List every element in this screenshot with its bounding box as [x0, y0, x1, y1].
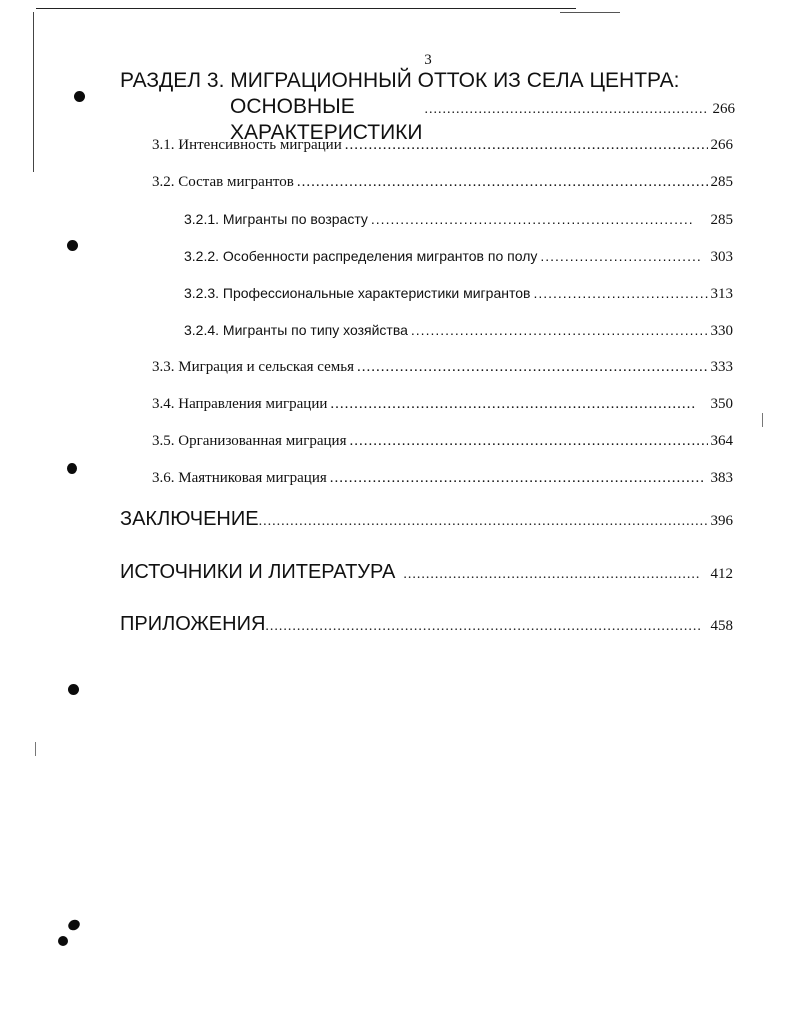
dot-leader [330, 470, 703, 487]
toc-entry-label: 3.2.3. Профессиональные характеристики мигрантов [184, 285, 531, 301]
toc-entry-label: 3.2.2. Особенности распределения мигрантов по полу [184, 248, 538, 264]
toc-entry-label: 3.2.4. Мигранты по типу хозяйства [184, 322, 408, 338]
toc-entry [184, 248, 733, 266]
dot-leader [259, 514, 708, 530]
dot-leader [345, 137, 708, 154]
toc-entry-page: 285 [710, 174, 733, 190]
dot-leader [330, 396, 696, 413]
punch-hole-mark [66, 918, 81, 933]
section-title-line2: ОСНОВНЫЕ ХАРАКТЕРИСТИКИ [230, 95, 423, 144]
scan-artifact [35, 742, 36, 756]
section-heading [120, 68, 735, 146]
dot-leader [403, 567, 700, 583]
toc-entry [152, 470, 733, 487]
toc-entry-page: 303 [710, 249, 733, 265]
toc-entry-label: 3.1. Интенсивность миграции [152, 137, 342, 153]
toc-entry-page: 350 [710, 396, 733, 412]
toc-entry-page: 285 [710, 212, 733, 228]
toc-entry-page: 330 [710, 323, 733, 339]
punch-hole-mark [67, 240, 78, 251]
toc-entry-label: 3.6. Маятниковая миграция [152, 470, 327, 486]
toc-chapter [120, 613, 733, 636]
toc-chapter-page: 412 [710, 566, 733, 582]
dot-leader [349, 433, 707, 450]
toc-entry-label: 3.4. Направления миграции [152, 396, 328, 412]
toc-entry-page: 266 [710, 137, 733, 153]
dot-leader [357, 359, 708, 376]
dot-leader [265, 619, 700, 635]
toc-entry [184, 322, 733, 340]
toc-chapter [120, 561, 733, 584]
toc-entry-page: 333 [710, 359, 733, 375]
toc-entry-page: 383 [710, 470, 733, 486]
toc-entry-page: 364 [710, 433, 733, 449]
punch-hole-mark [67, 463, 77, 474]
dot-leader [540, 248, 700, 264]
scan-top-rule-right [560, 12, 620, 13]
toc-entry-label: 3.3. Миграция и сельская семья [152, 359, 354, 375]
punch-hole-mark [68, 684, 79, 695]
toc-entry [152, 174, 733, 191]
dot-leader [425, 97, 707, 123]
page-number: 3 [424, 52, 432, 68]
dot-leader [533, 285, 707, 301]
toc-chapter-label: ЗАКЛЮЧЕНИЕ [120, 508, 259, 530]
toc-chapter-label: ИСТОЧНИКИ И ЛИТЕРАТУРА [120, 561, 396, 583]
toc-entry [184, 285, 733, 303]
toc-chapter-page: 396 [710, 513, 733, 529]
toc-entry [152, 359, 733, 376]
scan-left-edge [33, 12, 34, 172]
toc-entry-label: 3.2. Состав мигрантов [152, 174, 294, 190]
toc-entry [152, 433, 733, 450]
scan-top-rule [36, 8, 576, 9]
toc-entry [152, 137, 733, 154]
section-title-line1: РАЗДЕЛ 3. МИГРАЦИОННЫЙ ОТТОК ИЗ СЕЛА ЦЕНТРА: [120, 69, 680, 92]
toc-chapter [120, 508, 733, 531]
punch-hole-mark [58, 936, 68, 946]
toc-entry-page: 313 [710, 286, 733, 302]
toc-chapter-label: ПРИЛОЖЕНИЯ [120, 613, 266, 635]
scan-artifact [762, 413, 763, 427]
dot-leader [371, 211, 693, 227]
toc-entry [152, 396, 733, 413]
section-page-number: 266 [712, 101, 735, 117]
toc-chapter-page: 458 [710, 618, 733, 634]
punch-hole-mark [74, 91, 85, 102]
toc-entry-label: 3.5. Организованная миграция [152, 433, 347, 449]
dot-leader [297, 174, 708, 191]
toc-entry-label: 3.2.1. Мигранты по возрасту [184, 211, 368, 227]
toc-entry [184, 211, 733, 229]
dot-leader [411, 322, 708, 338]
